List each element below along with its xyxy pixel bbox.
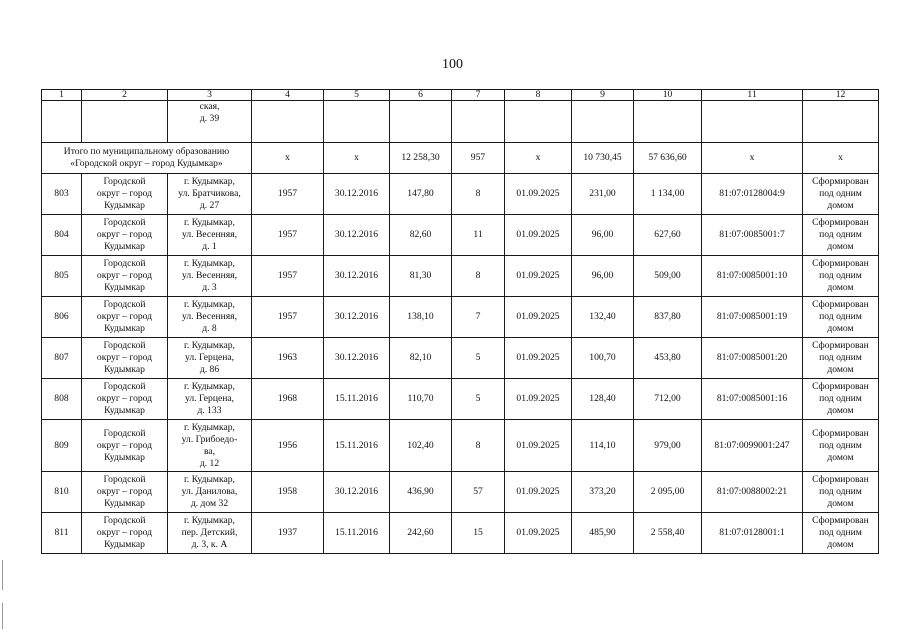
note-line: Сформирован xyxy=(812,217,869,228)
address-line: д. 39 xyxy=(199,113,220,124)
year-built: 1958 xyxy=(252,472,324,513)
municipality-line: округ – город xyxy=(96,393,153,404)
municipality-line: округ – город xyxy=(96,439,153,451)
address-cell xyxy=(168,297,252,338)
address-line: ул. Весенняя, xyxy=(182,229,237,240)
address-line: г. Кудымкар, xyxy=(184,515,235,526)
land-plot-note xyxy=(803,420,879,472)
note-line: домом xyxy=(827,282,854,293)
total-cell: x xyxy=(505,143,572,174)
column-10-value: 2 558,40 xyxy=(634,513,702,554)
table-cell xyxy=(390,101,452,143)
column-number: 8 xyxy=(505,90,572,101)
municipality-line: Кудымкар xyxy=(104,282,145,293)
note-line: домом xyxy=(827,323,854,334)
table-row xyxy=(42,420,879,472)
residents-count: 8 xyxy=(452,174,505,215)
municipality-line: Кудымкар xyxy=(104,200,145,211)
column-number: 10 xyxy=(634,90,702,101)
municipality-line: Городской xyxy=(103,515,146,526)
table-body xyxy=(42,90,879,554)
column-10-value: 837,80 xyxy=(634,297,702,338)
total-cell: x xyxy=(702,143,803,174)
address-cell xyxy=(168,256,252,297)
recognition-date: 15.11.2016 xyxy=(324,420,390,472)
municipality-cell xyxy=(82,379,168,420)
relocation-deadline: 01.09.2025 xyxy=(505,174,572,215)
address-line: ва, xyxy=(203,445,216,457)
land-plot-note xyxy=(803,215,879,256)
column-10-value: 1 134,00 xyxy=(634,174,702,215)
address-line: г. Кудымкар, xyxy=(184,340,235,351)
address-cell xyxy=(168,379,252,420)
address-line: д. 133 xyxy=(197,405,222,416)
cadastral-number: 81:07:0085001:16 xyxy=(702,379,803,420)
page-number: 100 xyxy=(442,57,463,72)
address-line: г. Кудымкар, xyxy=(184,474,235,485)
address-line: ул. Весенняя, xyxy=(182,270,237,281)
relocation-deadline: 01.09.2025 xyxy=(505,420,572,472)
total-column-9: 10 730,45 xyxy=(572,143,634,174)
note-line: домом xyxy=(827,200,854,211)
address-line: г. Кудымкар, xyxy=(184,176,235,187)
address-cell xyxy=(168,472,252,513)
column-9-value: 485,90 xyxy=(572,513,634,554)
municipality-line: Городской xyxy=(103,299,146,310)
municipality-cell xyxy=(82,513,168,554)
row-number: 809 xyxy=(42,420,82,472)
residents-count: 8 xyxy=(452,256,505,297)
municipality-line: округ – город xyxy=(96,486,153,497)
address-line: д. 8 xyxy=(202,323,217,334)
column-9-value: 96,00 xyxy=(572,256,634,297)
table-cell xyxy=(634,101,702,143)
note-line: под одним xyxy=(819,527,862,538)
municipality-cell xyxy=(82,472,168,513)
municipality-line: Городской xyxy=(103,176,146,187)
land-plot-note xyxy=(803,472,879,513)
row-number: 804 xyxy=(42,215,82,256)
municipality-line: округ – город xyxy=(96,527,153,538)
address-line: ская, xyxy=(199,101,220,112)
year-built: 1963 xyxy=(252,338,324,379)
address-line: г. Кудымкар, xyxy=(184,381,235,392)
column-9-value: 114,10 xyxy=(572,420,634,472)
address-line: г. Кудымкар, xyxy=(184,258,235,269)
scan-edge-mark xyxy=(2,560,3,590)
address-line: г. Кудымкар, xyxy=(184,421,235,433)
column-10-value: 509,00 xyxy=(634,256,702,297)
table-row xyxy=(42,297,879,338)
year-built: 1956 xyxy=(252,420,324,472)
column-10-value: 453,80 xyxy=(634,338,702,379)
address-line: д. 3, к. А xyxy=(191,539,228,550)
note-line: под одним xyxy=(819,311,862,322)
year-built: 1937 xyxy=(252,513,324,554)
note-line: домом xyxy=(827,498,854,509)
municipality-line: Кудымкар xyxy=(104,405,145,416)
column-9-value: 132,40 xyxy=(572,297,634,338)
year-built: 1957 xyxy=(252,215,324,256)
cadastral-number: 81:07:0099001:247 xyxy=(702,420,803,472)
column-9-value: 96,00 xyxy=(572,215,634,256)
municipality-line: Кудымкар xyxy=(104,498,145,509)
column-number: 5 xyxy=(324,90,390,101)
table-cell xyxy=(702,101,803,143)
address-line: ул. Герцена, xyxy=(184,352,234,363)
land-plot-note xyxy=(803,256,879,297)
note-line: Сформирован xyxy=(812,474,869,485)
column-number: 6 xyxy=(390,90,452,101)
municipality-line: Городской xyxy=(103,381,146,392)
relocation-deadline: 01.09.2025 xyxy=(505,338,572,379)
column-number: 3 xyxy=(168,90,252,101)
continued-address-cell xyxy=(168,101,252,143)
note-line: домом xyxy=(827,364,854,375)
municipality-line: Кудымкар xyxy=(104,451,145,463)
row-number: 807 xyxy=(42,338,82,379)
area-cell: 147,80 xyxy=(390,174,452,215)
column-10-value: 979,00 xyxy=(634,420,702,472)
note-line: под одним xyxy=(819,188,862,199)
column-10-value: 2 095,00 xyxy=(634,472,702,513)
municipality-cell xyxy=(82,420,168,472)
note-line: под одним xyxy=(819,270,862,281)
address-cell xyxy=(168,338,252,379)
note-line: под одним xyxy=(819,352,862,363)
municipality-line: Кудымкар xyxy=(104,241,145,252)
table-row xyxy=(42,472,879,513)
table-cell xyxy=(252,101,324,143)
address-line: г. Кудымкар, xyxy=(184,217,235,228)
year-built: 1957 xyxy=(252,174,324,215)
address-line: г. Кудымкар, xyxy=(184,299,235,310)
note-line: Сформирован xyxy=(812,427,869,439)
area-cell: 82,10 xyxy=(390,338,452,379)
municipality-cell xyxy=(82,256,168,297)
cadastral-number: 81:07:0085001:7 xyxy=(702,215,803,256)
residents-count: 7 xyxy=(452,297,505,338)
municipality-cell xyxy=(82,215,168,256)
municipality-total-row xyxy=(42,143,879,174)
municipality-line: Городской xyxy=(103,427,146,439)
cadastral-number: 81:07:0085001:19 xyxy=(702,297,803,338)
table-cell xyxy=(803,101,879,143)
table-cell xyxy=(324,101,390,143)
column-number: 7 xyxy=(452,90,505,101)
area-cell: 81,30 xyxy=(390,256,452,297)
year-built: 1957 xyxy=(252,297,324,338)
total-label xyxy=(42,143,252,174)
total-cell: x xyxy=(803,143,879,174)
note-line: домом xyxy=(827,539,854,550)
recognition-date: 30.12.2016 xyxy=(324,174,390,215)
scan-edge-mark xyxy=(2,603,3,629)
total-column-10: 57 636,60 xyxy=(634,143,702,174)
column-9-value: 100,70 xyxy=(572,338,634,379)
cadastral-number: 81:07:0128004:9 xyxy=(702,174,803,215)
column-number-row xyxy=(42,90,879,101)
area-cell: 242,60 xyxy=(390,513,452,554)
residents-count: 5 xyxy=(452,379,505,420)
recognition-date: 30.12.2016 xyxy=(324,256,390,297)
housing-registry-table xyxy=(41,89,879,554)
column-number: 2 xyxy=(82,90,168,101)
municipality-line: округ – город xyxy=(96,270,153,281)
note-line: под одним xyxy=(819,439,862,451)
cadastral-number: 81:07:0085001:20 xyxy=(702,338,803,379)
municipality-line: Городской xyxy=(103,474,146,485)
area-cell: 138,10 xyxy=(390,297,452,338)
area-cell: 436,90 xyxy=(390,472,452,513)
table-cell xyxy=(505,101,572,143)
residents-count: 8 xyxy=(452,420,505,472)
residents-count: 15 xyxy=(452,513,505,554)
note-line: Сформирован xyxy=(812,299,869,310)
residents-count: 11 xyxy=(452,215,505,256)
table-row xyxy=(42,338,879,379)
relocation-deadline: 01.09.2025 xyxy=(505,379,572,420)
total-area: 12 258,30 xyxy=(390,143,452,174)
total-label-line: Итого по муниципальному образованию xyxy=(63,146,230,157)
table-row xyxy=(42,513,879,554)
row-number: 806 xyxy=(42,297,82,338)
address-cell xyxy=(168,513,252,554)
area-cell: 102,40 xyxy=(390,420,452,472)
municipality-line: Кудымкар xyxy=(104,539,145,550)
total-label-line: «Городской округ – город Кудымкар» xyxy=(70,158,223,169)
column-9-value: 373,20 xyxy=(572,472,634,513)
column-number: 11 xyxy=(702,90,803,101)
recognition-date: 30.12.2016 xyxy=(324,215,390,256)
address-line: д. 12 xyxy=(199,457,220,469)
column-number: 12 xyxy=(803,90,879,101)
address-cell xyxy=(168,420,252,472)
municipality-line: Кудымкар xyxy=(104,323,145,334)
total-cell: x xyxy=(324,143,390,174)
recognition-date: 30.12.2016 xyxy=(324,472,390,513)
residents-count: 5 xyxy=(452,338,505,379)
note-line: под одним xyxy=(819,486,862,497)
address-cell xyxy=(168,174,252,215)
table-cell xyxy=(572,101,634,143)
relocation-deadline: 01.09.2025 xyxy=(505,256,572,297)
relocation-deadline: 01.09.2025 xyxy=(505,297,572,338)
table-cell xyxy=(452,101,505,143)
address-cell xyxy=(168,215,252,256)
land-plot-note xyxy=(803,174,879,215)
table-row xyxy=(42,379,879,420)
recognition-date: 15.11.2016 xyxy=(324,513,390,554)
land-plot-note xyxy=(803,513,879,554)
area-cell: 110,70 xyxy=(390,379,452,420)
row-number: 805 xyxy=(42,256,82,297)
municipality-line: округ – город xyxy=(96,311,153,322)
municipality-cell xyxy=(82,174,168,215)
relocation-deadline: 01.09.2025 xyxy=(505,513,572,554)
municipality-line: Городской xyxy=(103,258,146,269)
note-line: Сформирован xyxy=(812,515,869,526)
column-9-value: 231,00 xyxy=(572,174,634,215)
address-line: ул. Данилова, xyxy=(181,486,238,497)
municipality-cell xyxy=(82,297,168,338)
address-line: ул. Герцена, xyxy=(184,393,234,404)
address-line: д. 86 xyxy=(199,364,220,375)
municipality-line: округ – город xyxy=(96,229,153,240)
row-number: 810 xyxy=(42,472,82,513)
note-line: под одним xyxy=(819,229,862,240)
table-cell xyxy=(82,101,168,143)
row-number: 811 xyxy=(42,513,82,554)
total-residents: 957 xyxy=(452,143,505,174)
land-plot-note xyxy=(803,379,879,420)
note-line: Сформирован xyxy=(812,381,869,392)
recognition-date: 30.12.2016 xyxy=(324,338,390,379)
note-line: Сформирован xyxy=(812,176,869,187)
table-row xyxy=(42,215,879,256)
continuation-row xyxy=(42,101,879,143)
note-line: домом xyxy=(827,241,854,252)
address-line: д. дом 32 xyxy=(190,498,229,509)
note-line: домом xyxy=(827,405,854,416)
column-9-value: 128,40 xyxy=(572,379,634,420)
table-row xyxy=(42,256,879,297)
column-10-value: 712,00 xyxy=(634,379,702,420)
row-number: 803 xyxy=(42,174,82,215)
municipality-line: округ – город xyxy=(96,188,153,199)
land-plot-note xyxy=(803,338,879,379)
address-line: пер. Детский, xyxy=(181,527,238,538)
row-number: 808 xyxy=(42,379,82,420)
note-line: Сформирован xyxy=(812,258,869,269)
recognition-date: 30.12.2016 xyxy=(324,297,390,338)
recognition-date: 15.11.2016 xyxy=(324,379,390,420)
note-line: Сформирован xyxy=(812,340,869,351)
year-built: 1968 xyxy=(252,379,324,420)
municipality-cell xyxy=(82,338,168,379)
cadastral-number: 81:07:0128001:1 xyxy=(702,513,803,554)
note-line: под одним xyxy=(819,393,862,404)
cadastral-number: 81:07:0085001:10 xyxy=(702,256,803,297)
municipality-line: Кудымкар xyxy=(104,364,145,375)
note-line: домом xyxy=(827,451,854,463)
column-number: 9 xyxy=(572,90,634,101)
address-line: ул. Грибоедо- xyxy=(181,433,238,445)
residents-count: 57 xyxy=(452,472,505,513)
year-built: 1957 xyxy=(252,256,324,297)
land-plot-note xyxy=(803,297,879,338)
area-cell: 82,60 xyxy=(390,215,452,256)
relocation-deadline: 01.09.2025 xyxy=(505,472,572,513)
relocation-deadline: 01.09.2025 xyxy=(505,215,572,256)
total-cell: x xyxy=(252,143,324,174)
cadastral-number: 81:07:0088002:21 xyxy=(702,472,803,513)
address-line: д. 27 xyxy=(199,200,220,211)
table-cell xyxy=(42,101,82,143)
municipality-line: Городской xyxy=(103,340,146,351)
address-line: ул. Братчикова, xyxy=(178,188,241,199)
municipality-line: округ – город xyxy=(96,352,153,363)
column-10-value: 627,60 xyxy=(634,215,702,256)
municipality-line: Городской xyxy=(103,217,146,228)
column-number: 4 xyxy=(252,90,324,101)
column-number: 1 xyxy=(42,90,82,101)
address-line: д. 3 xyxy=(202,282,217,293)
address-line: ул. Весенняя, xyxy=(182,311,237,322)
table-row xyxy=(42,174,879,215)
address-line: д. 1 xyxy=(202,241,217,252)
